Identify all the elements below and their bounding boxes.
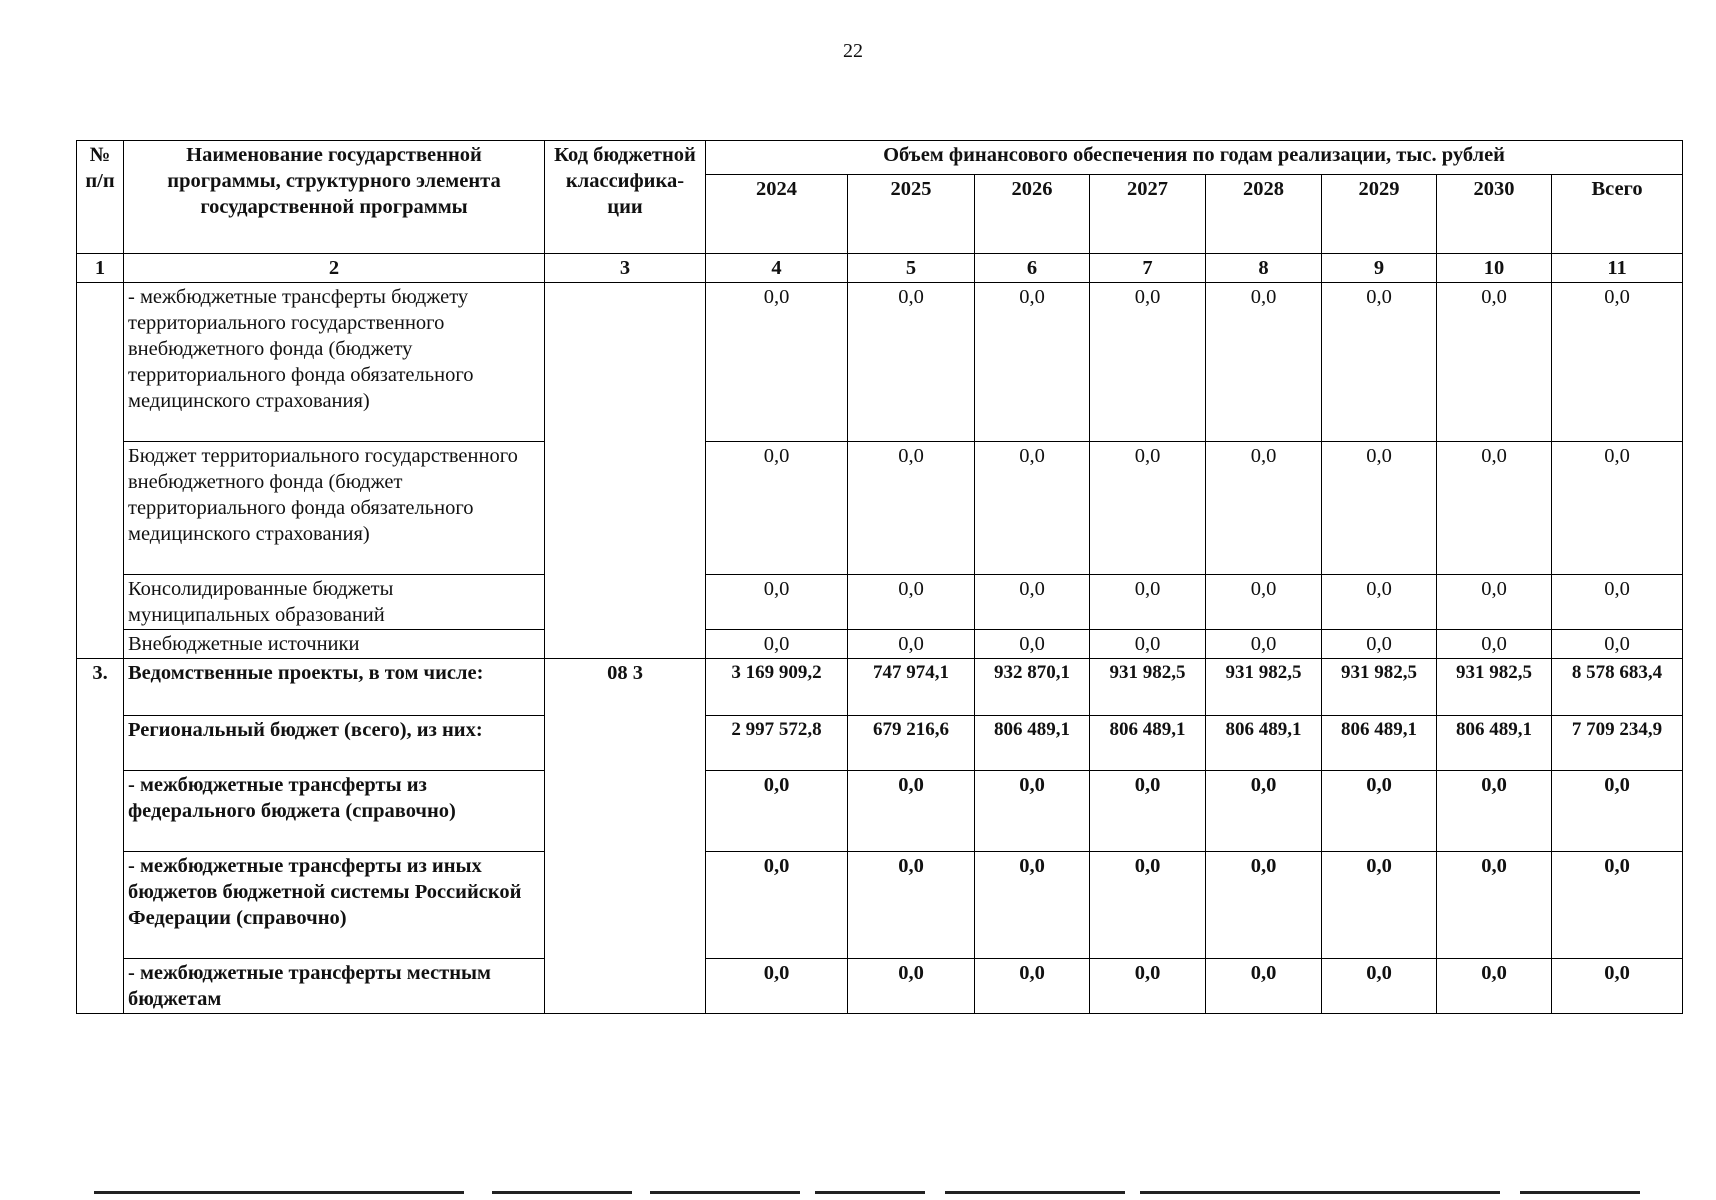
row-name: Консолидированные бюджеты муниципальных образований [124,575,545,630]
row-name: Внебюджетные источники [124,630,545,659]
code-cell-empty [545,283,706,659]
value-cell: 0,0 [975,771,1090,852]
column-number: 8 [1206,254,1322,283]
value-cell: 931 982,5 [1437,659,1552,716]
value-cell: 0,0 [1090,852,1206,959]
value-cell: 0,0 [1552,771,1683,852]
value-cell: 0,0 [1552,852,1683,959]
scan-artifact-line [650,1191,800,1194]
column-number: 1 [77,254,124,283]
scan-artifact-line [94,1191,464,1194]
page-number: 22 [843,40,863,62]
value-cell: 0,0 [1206,852,1322,959]
table-row [77,852,1683,959]
value-cell: 0,0 [1206,630,1322,659]
column-number: 2 [124,254,545,283]
value-cell: 0,0 [1206,959,1322,1014]
value-cell: 0,0 [706,283,848,442]
value-cell: 3 169 909,2 [706,659,848,716]
value-cell: 0,0 [975,442,1090,575]
value-cell: 0,0 [975,283,1090,442]
value-cell: 0,0 [1552,630,1683,659]
value-cell: 747 974,1 [848,659,975,716]
header-col-code: Код бюджетной классифика-ции [545,141,706,254]
header-year-total: Всего [1552,174,1683,253]
value-cell: 0,0 [1552,959,1683,1014]
value-cell: 0,0 [1437,575,1552,630]
header-col-volume: Объем финансового обеспечения по годам реализации, тыс. рублей [706,141,1683,175]
row-name: - межбюджетные трансферты из иных бюджетов бюджетной системы Российской Федерации (справочно) [124,852,545,959]
value-cell: 0,0 [1552,283,1683,442]
value-cell: 806 489,1 [1206,716,1322,771]
index-cell-empty [77,283,124,659]
column-number-row [77,254,1683,283]
value-cell: 0,0 [848,771,975,852]
header-year: 2025 [848,174,975,253]
header-col-no: № п/п [77,141,124,254]
value-cell: 0,0 [1206,575,1322,630]
header-year: 2024 [706,174,848,253]
value-cell: 0,0 [975,575,1090,630]
row-index: 3. [77,659,124,1014]
financing-table [76,140,1683,1014]
header-row-1 [77,141,1683,175]
header-year: 2028 [1206,174,1322,253]
value-cell: 0,0 [1437,283,1552,442]
value-cell: 0,0 [975,630,1090,659]
value-cell: 806 489,1 [975,716,1090,771]
scan-artifact-line [945,1191,1125,1194]
column-number: 6 [975,254,1090,283]
value-cell: 0,0 [1552,442,1683,575]
value-cell: 0,0 [1322,442,1437,575]
value-cell: 0,0 [706,442,848,575]
value-cell: 931 982,5 [1206,659,1322,716]
value-cell: 0,0 [1322,630,1437,659]
value-cell: 806 489,1 [1322,716,1437,771]
value-cell: 0,0 [1437,630,1552,659]
row-name: - межбюджетные трансферты бюджету территориального государственного внебюджетного фонда (бюджету территориального фонда обязательного медицинского страхования) [124,283,545,442]
header-year: 2026 [975,174,1090,253]
value-cell: 806 489,1 [1090,716,1206,771]
header-year: 2029 [1322,174,1437,253]
value-cell: 8 578 683,4 [1552,659,1683,716]
value-cell: 7 709 234,9 [1552,716,1683,771]
row-name: Региональный бюджет (всего), из них: [124,716,545,771]
scan-artifact-line [815,1191,925,1194]
column-number: 3 [545,254,706,283]
value-cell: 679 216,6 [848,716,975,771]
value-cell: 2 997 572,8 [706,716,848,771]
value-cell: 931 982,5 [1322,659,1437,716]
row-name: - межбюджетные трансферты местным бюджетам [124,959,545,1014]
value-cell: 932 870,1 [975,659,1090,716]
value-cell: 0,0 [1552,575,1683,630]
row-name: Ведомственные проекты, в том числе: [124,659,545,716]
header-col-name: Наименование государственной программы, структурного элемента государственной программы [124,141,545,254]
column-number: 11 [1552,254,1683,283]
value-cell: 0,0 [1090,630,1206,659]
table-row [77,716,1683,771]
scan-artifact-line [492,1191,632,1194]
row-name: Бюджет территориального государственного внебюджетного фонда (бюджет территориального фонда обязательного медицинского страхования) [124,442,545,575]
column-number: 4 [706,254,848,283]
value-cell: 0,0 [1090,575,1206,630]
column-number: 5 [848,254,975,283]
header-year: 2027 [1090,174,1206,253]
table-row [77,442,1683,575]
value-cell: 0,0 [848,959,975,1014]
table-row [77,659,1683,716]
column-number: 7 [1090,254,1206,283]
value-cell: 0,0 [1322,283,1437,442]
value-cell: 0,0 [848,630,975,659]
value-cell: 0,0 [1437,771,1552,852]
value-cell: 0,0 [706,771,848,852]
value-cell: 0,0 [1090,959,1206,1014]
value-cell: 0,0 [1090,442,1206,575]
value-cell: 0,0 [1206,283,1322,442]
value-cell: 0,0 [1437,852,1552,959]
value-cell: 0,0 [1206,442,1322,575]
table-row [77,959,1683,1014]
value-cell: 0,0 [1322,575,1437,630]
value-cell: 0,0 [706,630,848,659]
value-cell: 0,0 [848,852,975,959]
value-cell: 0,0 [706,575,848,630]
column-number: 10 [1437,254,1552,283]
value-cell: 0,0 [848,283,975,442]
scan-artifact-line [1520,1191,1640,1194]
budget-code: 08 3 [545,659,706,1014]
row-name: - межбюджетные трансферты из федерального бюджета (справочно) [124,771,545,852]
value-cell: 0,0 [1206,771,1322,852]
value-cell: 0,0 [1322,771,1437,852]
header-year: 2030 [1437,174,1552,253]
value-cell: 0,0 [1322,959,1437,1014]
value-cell: 931 982,5 [1090,659,1206,716]
value-cell: 0,0 [1090,283,1206,442]
table-row [77,283,1683,442]
scan-artifact-line [1140,1191,1500,1194]
table-row [77,575,1683,630]
column-number: 9 [1322,254,1437,283]
value-cell: 806 489,1 [1437,716,1552,771]
value-cell: 0,0 [706,959,848,1014]
value-cell: 0,0 [1322,852,1437,959]
table-row [77,630,1683,659]
table-row [77,771,1683,852]
value-cell: 0,0 [975,959,1090,1014]
value-cell: 0,0 [975,852,1090,959]
value-cell: 0,0 [706,852,848,959]
value-cell: 0,0 [848,575,975,630]
value-cell: 0,0 [1437,959,1552,1014]
value-cell: 0,0 [1090,771,1206,852]
value-cell: 0,0 [848,442,975,575]
value-cell: 0,0 [1437,442,1552,575]
